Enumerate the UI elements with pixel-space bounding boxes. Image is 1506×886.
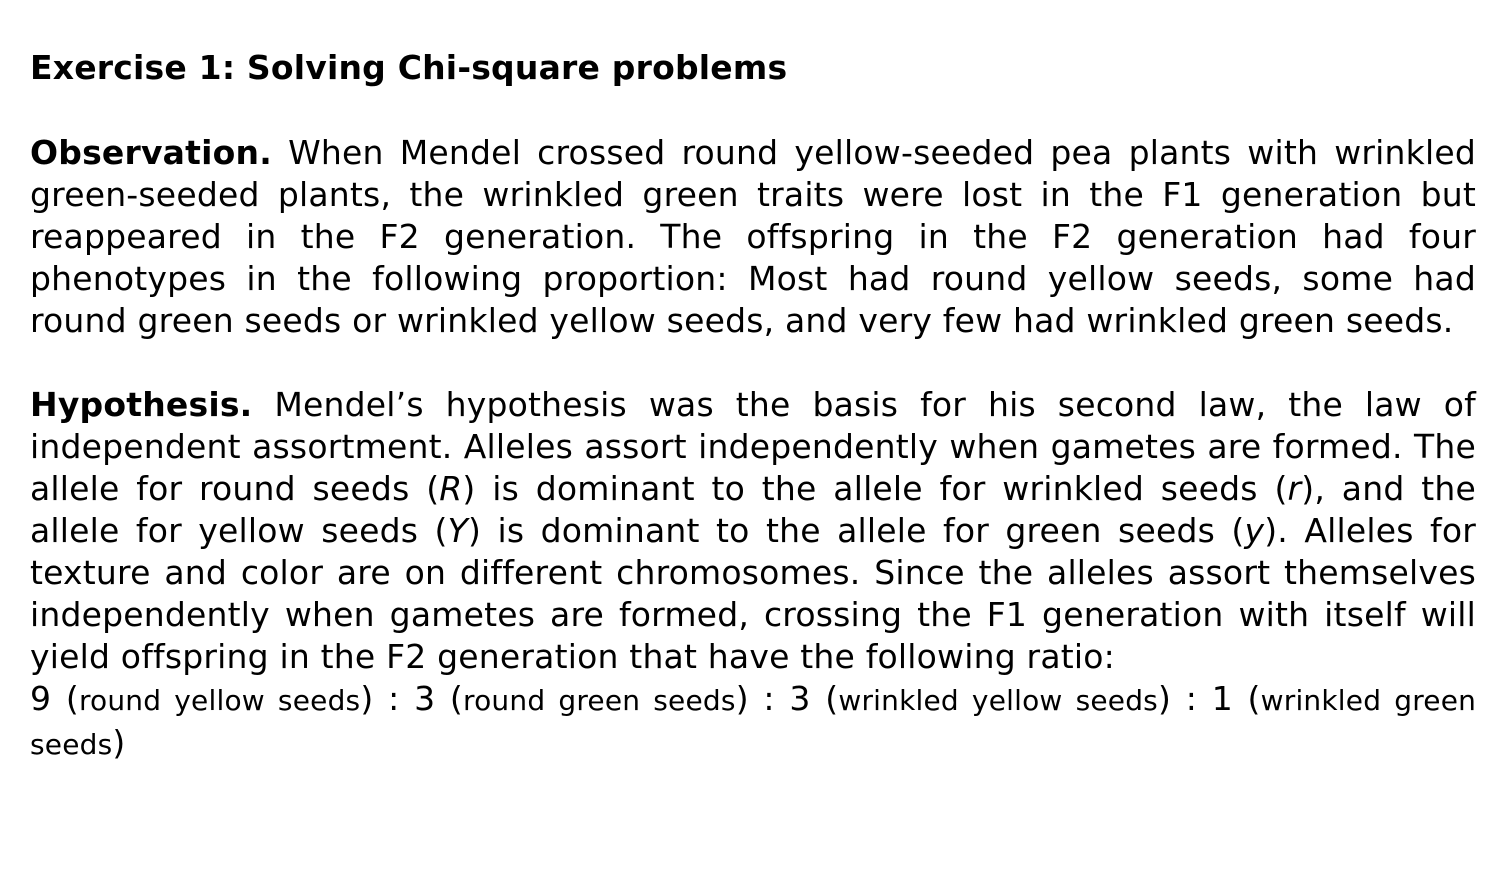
exercise-title: Exercise 1: Solving Chi-square problems <box>30 48 788 87</box>
ratio-label-2: round green seeds <box>463 684 736 717</box>
allele-yellow: Y <box>447 511 468 550</box>
ratio-label-4: wrinkled green seeds <box>30 684 1477 761</box>
observation-paragraph <box>30 132 1476 342</box>
document-body <box>30 46 1476 766</box>
hypothesis-text-2: ) is dominant to the allele for wrinkled seeds ( <box>462 469 1288 508</box>
observation-text: When Mendel crossed round yellow-seeded pea plants with wrinkled green-seeded plants, the wrinkled green traits were lost in the F1 generation but reappeared in the F2 generation. The offspring in the F2 generation had four phenotypes in the following proportion: Most had round yellow seeds, some had round green seeds or wrinkled yellow seeds, and very few had wrinkled green seeds. <box>30 133 1476 340</box>
allele-green: y <box>1244 511 1265 550</box>
allele-wrinkled: r <box>1287 469 1302 508</box>
allele-round: R <box>439 469 463 508</box>
ratio-count-1: 9 <box>30 679 52 718</box>
ratio-label-1: round yellow seeds <box>78 684 361 717</box>
hypothesis-text-4: ) is dominant to the allele for green seeds ( <box>467 511 1245 550</box>
hypothesis-paragraph <box>30 384 1476 678</box>
ratio-count-2: 3 <box>414 679 436 718</box>
ratio-label-3: wrinkled yellow seeds <box>838 684 1158 717</box>
ratio-separator-2: : <box>763 679 775 718</box>
hypothesis-text-5: ). Alleles for texture and color are on different chromosomes. Since the alleles assort themselves independently when gametes are formed, crossing the F1 generation with itself will yield offspring in the F2 generation that have the following ratio: <box>30 511 1476 676</box>
ratio-count-4: 1 <box>1211 679 1233 718</box>
ratio-separator-3: : <box>1185 679 1198 718</box>
ratio-count-3: 3 <box>789 679 811 718</box>
ratio-separator-1: : <box>388 679 400 718</box>
hypothesis-text-3: ), and the allele for yellow seeds ( <box>30 469 1476 550</box>
hypothesis-text-1: Mendel’s hypothesis was the basis for his second law, the law of independent assortment. Alleles assort independently when gametes are formed. The allele for round seeds ( <box>30 385 1476 508</box>
observation-lead: Observation. <box>30 133 272 172</box>
hypothesis-lead: Hypothesis. <box>30 385 253 424</box>
phenotype-ratio: 9 (round yellow seeds) : 3 (round green seeds) : 3 (wrinkled yellow seeds) : 1 (wrinkled green seeds) <box>30 679 1477 762</box>
